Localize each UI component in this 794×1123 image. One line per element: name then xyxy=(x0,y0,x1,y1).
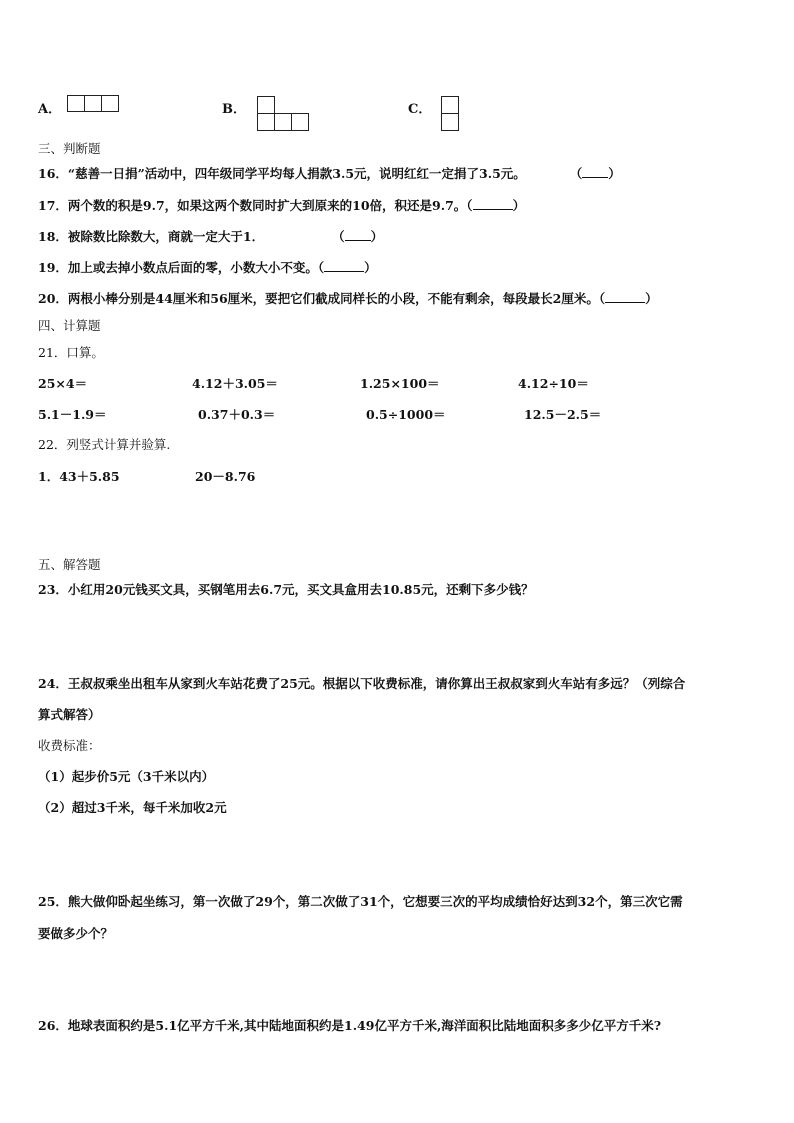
section-3-heading: 三、判断题 xyxy=(38,141,101,156)
question-20: 20．两根小棒分别是44厘米和56厘米，要把它们截成同样长的小段，不能有剩余，每段最长2厘米。（ ） xyxy=(38,291,658,306)
answer-blank-18[interactable] xyxy=(345,228,371,241)
question-24-line-4: （1）起步价5元（3千米以内） xyxy=(38,769,215,784)
calc-item: 5.1－1.9＝ xyxy=(38,407,107,422)
question-24-line-1: 24．王叔叔乘坐出租车从家到火车站花费了25元。根据以下收费标准，请你算出王叔叔家到火车站有多远？（列综合 xyxy=(38,676,686,691)
answer-blank-20[interactable] xyxy=(605,290,645,303)
question-16: 16．“慈善一日捐”活动中，四年级同学平均每人捐款3.5元，说明红红一定捐了3.5元。 （ ） xyxy=(38,166,621,181)
calc-item: 0.37＋0.3＝ xyxy=(198,407,276,422)
option-a-label: A． xyxy=(38,102,62,117)
calc-item: 4.12÷10＝ xyxy=(518,376,589,391)
answer-blank-19[interactable] xyxy=(324,259,364,272)
calc-item: 25×4＝ xyxy=(38,376,88,391)
option-b-label: B． xyxy=(222,102,246,117)
question-25-line-1: 25．熊大做仰卧起坐练习，第一次做了29个，第二次做了31个，它想要三次的平均成绩恰好达到32个，第三次它需 xyxy=(38,894,683,909)
calc-item: 12.5－2.5＝ xyxy=(524,407,602,422)
question-22-title: 22．列竖式计算并验算. xyxy=(38,437,171,452)
question-24-line-3: 收费标准： xyxy=(38,738,101,753)
question-22-part-1: 1．43＋5.85 xyxy=(38,469,120,484)
question-25-line-2: 要做多少个？ xyxy=(38,926,114,941)
question-21-title: 21．口算。 xyxy=(38,345,104,360)
question-23: 23．小红用20元钱买文具，买钢笔用去6.7元，买文具盒用去10.85元，还剩下多少钱？ xyxy=(38,582,534,597)
question-18: 18．被除数比除数大，商就一定大于1． （ ） xyxy=(38,229,384,244)
section-4-heading: 四、计算题 xyxy=(38,318,101,333)
answer-blank-16[interactable] xyxy=(582,165,608,178)
calc-item: 4.12＋3.05＝ xyxy=(192,376,278,391)
option-c-label: C． xyxy=(408,102,432,117)
question-24-line-5: （2）超过3千米，每千米加收2元 xyxy=(38,800,227,815)
question-19: 19．加上或去掉小数点后面的零，小数大小不变。（ ） xyxy=(38,260,377,275)
calc-item: 0.5÷1000＝ xyxy=(366,407,446,422)
calc-item: 1.25×100＝ xyxy=(360,376,440,391)
question-26: 26．地球表面积约是5.1亿平方千米,其中陆地面积约是1.49亿平方千米,海洋面积比陆地面积多多少亿平方千米? xyxy=(38,1018,662,1033)
question-22-part-2: 20－8.76 xyxy=(195,469,256,484)
question-24-line-2: 算式解答） xyxy=(38,707,101,722)
question-17: 17．两个数的积是9.7，如果这两个数同时扩大到原来的10倍，积还是9.7。（ ） xyxy=(38,198,526,213)
answer-blank-17[interactable] xyxy=(473,197,513,210)
section-5-heading: 五、解答题 xyxy=(38,557,101,572)
